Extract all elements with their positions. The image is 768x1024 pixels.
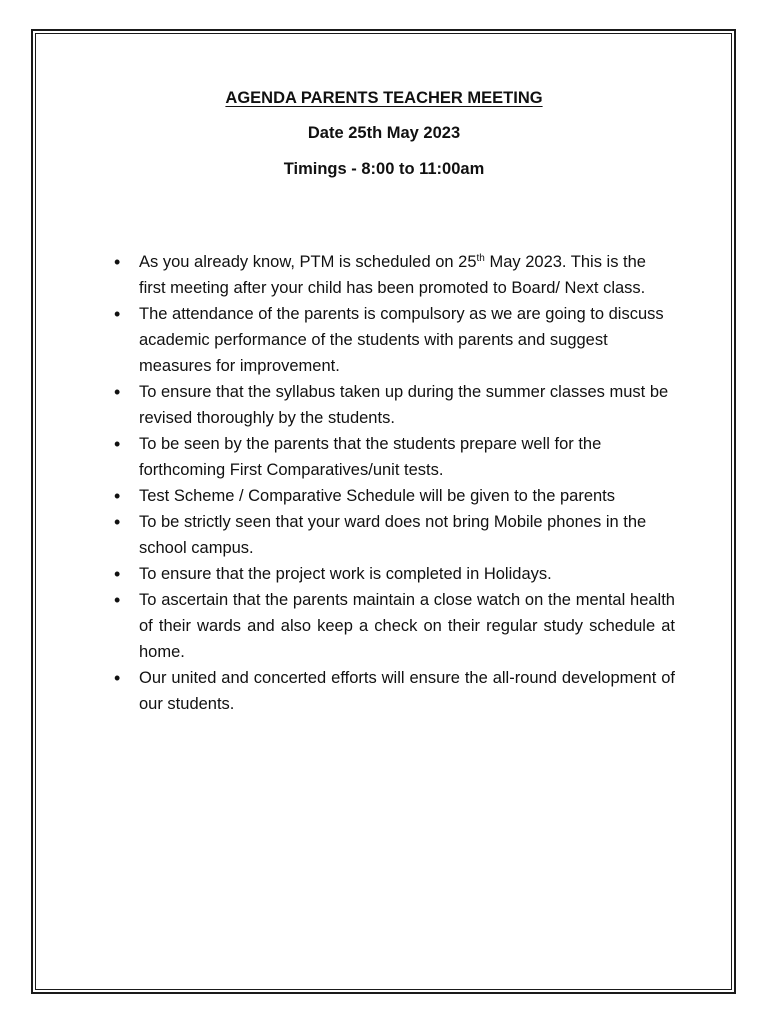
bullet-icon: •: [114, 668, 121, 688]
agenda-item-syllabus: [113, 379, 675, 431]
agenda-item-text: To ascertain that the parents maintain a close watch on the mental health of their wards and also keep a check on their regular study schedule at home.: [139, 591, 675, 661]
agenda-list: [113, 249, 675, 717]
agenda-item-text: To be seen by the parents that the students prepare well for the forthcoming First Comparatives/unit tests.: [139, 435, 602, 479]
page-title: AGENDA PARENTS TEACHER MEETING: [225, 89, 543, 107]
agenda-item-text: Test Scheme / Comparative Schedule will be given to the parents: [139, 487, 616, 505]
agenda-item-project-work: [113, 561, 675, 587]
agenda-item-text-continued: May 2023. This is the first meeting after your child has been promoted to Board/ Next class.: [139, 253, 646, 297]
agenda-item-text: The attendance of the parents is compulsory as we are going to discuss academic performance of the students with parents and suggest measures for improvement.: [139, 305, 664, 375]
agenda-item-ptm-schedule: [113, 249, 675, 301]
agenda-item-united-efforts: [113, 665, 675, 717]
bullet-icon: •: [114, 590, 121, 610]
agenda-item-text: To be strictly seen that your ward does not bring Mobile phones in the school campus.: [139, 513, 647, 557]
agenda-item-mental-health: [113, 587, 675, 665]
bullet-icon: •: [114, 434, 121, 454]
meeting-date: Date 25th May 2023: [307, 124, 461, 142]
agenda-item-text: To ensure that the project work is completed in Holidays.: [139, 565, 552, 583]
bullet-icon: •: [114, 512, 121, 532]
bullet-icon: •: [114, 382, 121, 402]
agenda-item-text: As you already know, PTM is scheduled on 25: [139, 253, 477, 271]
agenda-item-preparation: [113, 431, 675, 483]
agenda-item-text: Our united and concerted efforts will ensure the all-round development of our students.: [139, 669, 675, 713]
agenda-item-mobile-phones: [113, 509, 675, 561]
bullet-icon: •: [114, 564, 121, 584]
agenda-item-text: To ensure that the syllabus taken up during the summer classes must be revised thoroughly by the students.: [139, 383, 669, 427]
agenda-item-attendance: [113, 301, 675, 379]
bullet-icon: •: [114, 486, 121, 506]
meeting-timings: Timings - 8:00 to 11:00am: [283, 160, 485, 178]
ordinal-suffix: th: [476, 253, 485, 264]
bullet-icon: •: [114, 252, 121, 272]
bullet-icon: •: [114, 304, 121, 324]
agenda-item-test-scheme: [113, 483, 675, 509]
